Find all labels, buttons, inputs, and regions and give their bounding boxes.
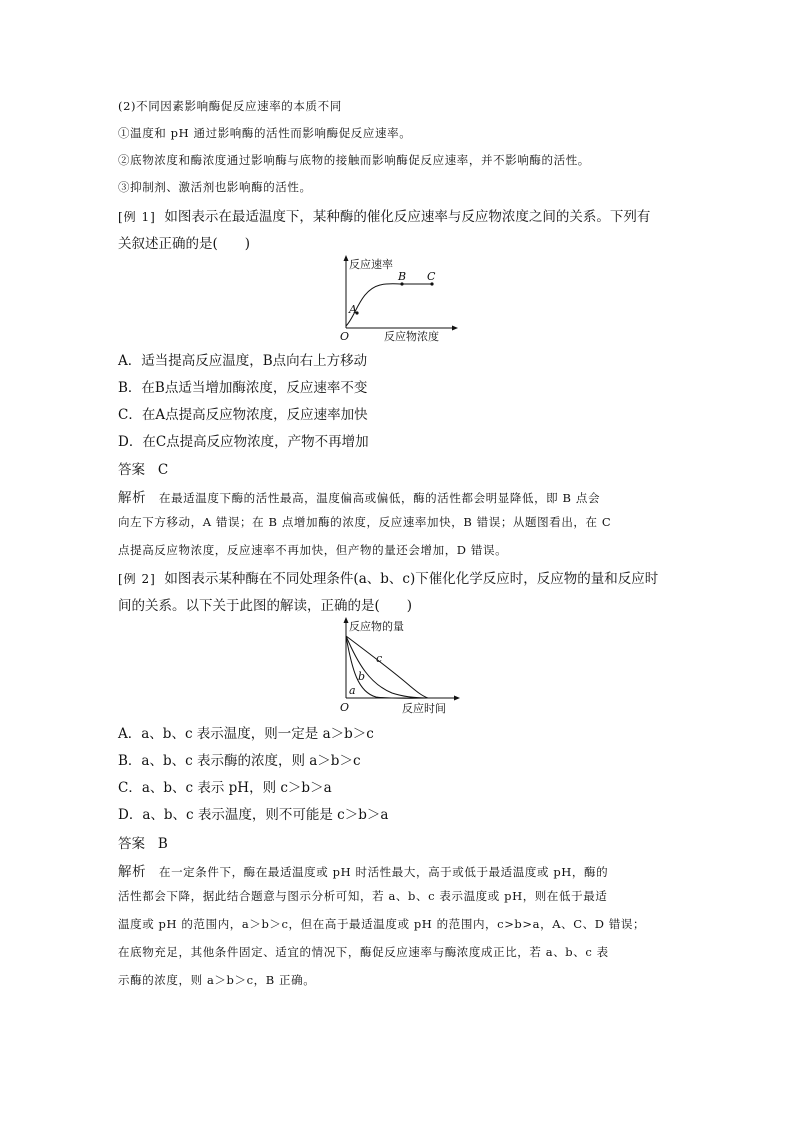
example2-stem-line-1 bbox=[118, 567, 658, 587]
example1-stem-line-1 bbox=[118, 205, 650, 225]
example2-analysis-line-5: 示酶的浓度，则 a＞b＞c，B 正确。 bbox=[118, 973, 316, 987]
example1-option-b: B．在B点适当增加酶浓度，反应速率不变 bbox=[118, 380, 368, 396]
example2-stem-1: 如图表示某种酶在不同处理条件(a、b、c)下催化化学反应时，反应物的量和反应时 bbox=[164, 571, 659, 587]
rate-curve bbox=[346, 284, 432, 326]
point-c-label: C bbox=[427, 270, 436, 283]
origin-label: O bbox=[340, 701, 350, 714]
example1-label: [例 1] bbox=[118, 210, 156, 224]
analysis-label: 解析 bbox=[118, 864, 147, 880]
point-1: ①温度和 pH 通过影响酶的活性而影响酶促反应速率。 bbox=[118, 126, 412, 140]
analysis-text-1: 在最适温度下酶的活性最高，温度偏高或偏低，酶的活性都会明显降低，即 B 点会 bbox=[158, 491, 601, 505]
curve-c-label: c bbox=[376, 652, 383, 665]
y-axis-label: 反应速率 bbox=[349, 258, 393, 271]
example2-option-c: C．a、b、c 表示 pH，则 c＞b＞a bbox=[118, 780, 332, 796]
example2-figure bbox=[336, 616, 462, 716]
example1-option-a: A．适当提高反应温度，B点向右上方移动 bbox=[118, 353, 368, 369]
example2-analysis-line-2: 活性都会下降，据此结合题意与图示分析可知，若 a、b、c 表示温度或 pH，则在低于最适 bbox=[118, 889, 608, 903]
example1-analysis-line-1 bbox=[118, 486, 600, 506]
x-axis-arrow bbox=[452, 326, 458, 331]
section-heading: (2)不同因素影响酶促反应速率的本质不同 bbox=[118, 99, 342, 113]
example1-analysis-line-3: 点提高反应物浓度，反应速率不再加快，但产物的量还会增加，D 错误。 bbox=[118, 543, 508, 557]
example2-analysis-line-4: 在底物充足，其他条件固定、适宜的情况下，酶促反应速率与酶浓度成正比，若 a、b、c 表 bbox=[118, 945, 609, 959]
x-axis-label: 反应时间 bbox=[402, 702, 446, 715]
example1-stem-1: 如图表示在最适温度下，某种酶的催化反应速率与反应物浓度之间的关系。下列有 bbox=[164, 209, 651, 225]
point-3: ③抑制剂、激活剂也影响酶的活性。 bbox=[118, 180, 312, 194]
example1-option-c: C．在A点提高反应物浓度，反应速率加快 bbox=[118, 407, 368, 423]
example1-stem-2: 关叙述正确的是( ) bbox=[118, 236, 251, 252]
x-axis-label: 反应物浓度 bbox=[384, 330, 439, 343]
origin-label: O bbox=[340, 330, 350, 343]
answer-value: B bbox=[157, 836, 168, 852]
example2-analysis-line-3: 温度或 pH 的范围内，a＞b＞c，但在高于最适温度或 pH 的范围内，c>b>a，A、C、D 错误； bbox=[118, 917, 646, 931]
example2-option-a: A．a、b、c 表示温度，则一定是 a＞b＞c bbox=[118, 726, 374, 742]
analysis-label: 解析 bbox=[118, 490, 147, 506]
example1-figure bbox=[336, 254, 460, 344]
curve-b-label: b bbox=[358, 670, 366, 683]
example2-option-b: B．a、b、c 表示酶的浓度，则 a＞b＞c bbox=[118, 753, 361, 769]
example2-analysis-line-1 bbox=[118, 860, 608, 880]
curve-c bbox=[346, 636, 428, 698]
example2-answer bbox=[118, 832, 168, 852]
point-b-label: B bbox=[398, 270, 407, 283]
example1-analysis-line-2: 向左下方移动，A 错误；在 B 点增加酶的浓度，反应速率加快，B 错误；从题图看出，在 C bbox=[118, 515, 612, 529]
example1-answer bbox=[118, 458, 168, 478]
y-axis-arrow bbox=[344, 617, 349, 623]
curve-a-label: a bbox=[349, 684, 356, 697]
answer-value: C bbox=[157, 462, 169, 478]
point-2: ②底物浓度和酶浓度通过影响酶与底物的接触而影响酶促反应速率，并不影响酶的活性。 bbox=[118, 153, 590, 167]
point-a-label: A bbox=[349, 303, 357, 316]
answer-label: 答案 bbox=[118, 836, 145, 852]
example2-label: [例 2] bbox=[118, 572, 156, 586]
example2-stem-2: 间的关系。以下关于此图的解读，正确的是( ) bbox=[118, 598, 413, 614]
analysis-text-1: 在一定条件下，酶在最适温度或 pH 时活性最大，高于或低于最适温度或 pH，酶的 bbox=[158, 865, 609, 879]
example2-option-d: D．a、b、c 表示温度，则不可能是 c＞b＞a bbox=[118, 807, 389, 823]
example1-option-d: D．在C点提高反应物浓度，产物不再增加 bbox=[118, 434, 369, 450]
answer-label: 答案 bbox=[118, 462, 145, 478]
y-axis-label: 反应物的量 bbox=[349, 620, 404, 633]
y-axis-arrow bbox=[344, 255, 349, 261]
x-axis-arrow bbox=[454, 696, 460, 701]
